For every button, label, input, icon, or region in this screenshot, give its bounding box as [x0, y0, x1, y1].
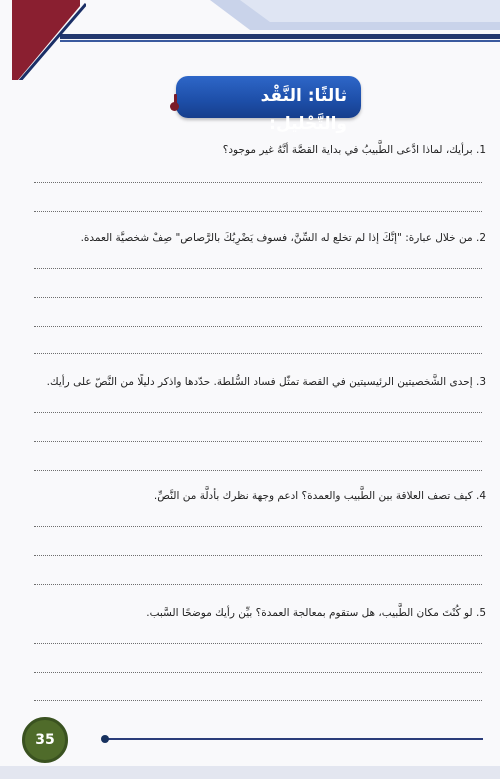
answer-line-1-1[interactable]	[34, 182, 482, 183]
answer-line-3-2[interactable]	[34, 441, 482, 442]
footer-dot	[101, 735, 109, 743]
answer-line-5-2[interactable]	[34, 672, 482, 673]
answer-line-2-3[interactable]	[34, 326, 482, 327]
answer-line-2-4[interactable]	[34, 353, 482, 354]
answer-line-2-2[interactable]	[34, 297, 482, 298]
question-1: 1. برأيك، لماذا ادَّعى الطَّبيبُ في بداية القصَّة أنَّهُ غير موجود؟	[222, 144, 486, 156]
footer-rule	[103, 738, 483, 740]
answer-line-5-3[interactable]	[34, 700, 482, 701]
answer-line-3-1[interactable]	[34, 412, 482, 413]
answer-line-1-2[interactable]	[34, 211, 482, 212]
answer-line-4-3[interactable]	[34, 584, 482, 585]
section-title-badge	[176, 76, 361, 134]
answer-line-2-1[interactable]	[34, 268, 482, 269]
section-title: ثالثًا: النَّقْد والتَّحْليل:	[260, 86, 347, 134]
page-number: 35	[35, 732, 55, 748]
bottom-band	[0, 766, 500, 779]
question-3: 3. إحدى الشَّخصيتين الرئيسيتين في القصة تمثّل فساد السُّلطة. حدّدها واذكر دليلًا من النَّصّ على رأيك.	[46, 376, 486, 388]
answer-line-4-2[interactable]	[34, 555, 482, 556]
question-2: 2. من خلال عبارة: "إنَّكَ إذا لم تخلع له السِّنَّ، فسوف يَضْرِبُكَ بالرَّصاص" صِفْ شخصيَّة العمدة.	[80, 232, 486, 244]
answer-line-3-3[interactable]	[34, 470, 482, 471]
answer-line-4-1[interactable]	[34, 526, 482, 527]
question-5: 5. لو كُنْتَ مكان الطَّبيب، هل ستقوم بمعالجة العمدة؟ بيِّن رأيك موضحًا السَّبب.	[146, 607, 486, 619]
corner-decoration	[0, 0, 86, 80]
title-dot-decoration	[170, 102, 179, 111]
answer-line-5-1[interactable]	[34, 643, 482, 644]
question-4: 4. كيف تصف العلاقة بين الطَّبيب والعمدة؟ ادعم وجهة نظرك بأدلَّة من النَّصِّ.	[153, 490, 486, 502]
